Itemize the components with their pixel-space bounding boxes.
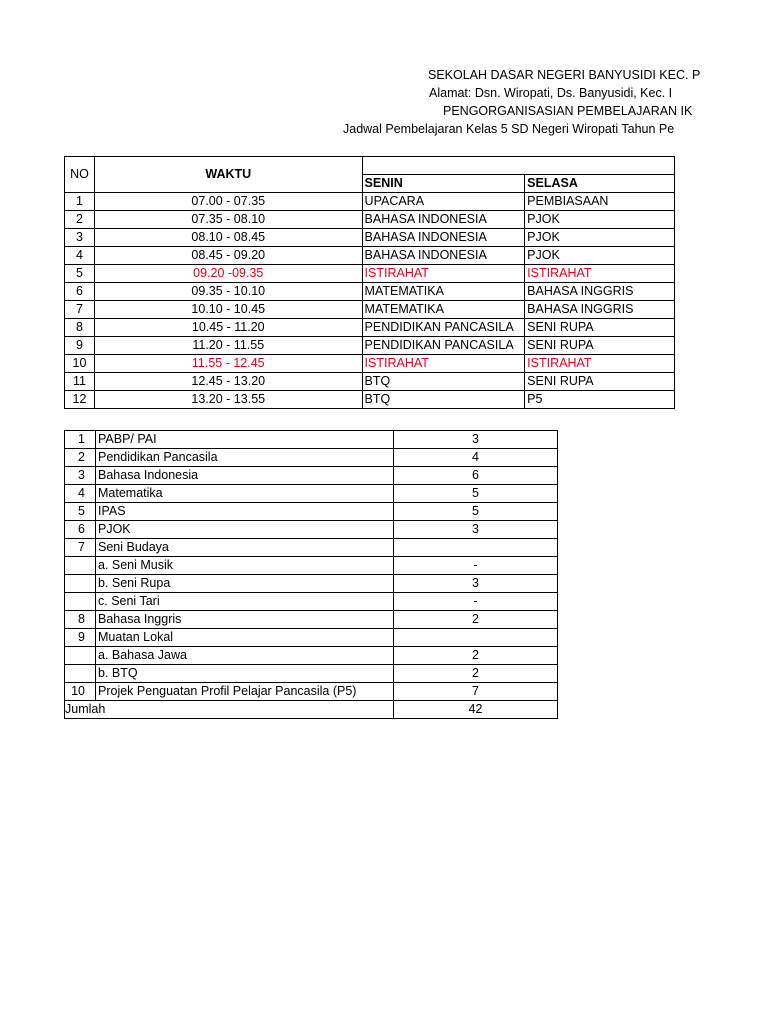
subject-name: Projek Penguatan Profil Pelajar Pancasila (P5) [96, 683, 394, 701]
schedule-no: 11 [65, 373, 95, 391]
col-no-header: NO [65, 157, 95, 193]
schedule-no: 1 [65, 193, 95, 211]
subject-hours: 3 [394, 431, 558, 449]
schedule-time: 11.20 - 11.55 [94, 337, 362, 355]
school-name: SEKOLAH DASAR NEGERI BANYUSIDI KEC. P [428, 68, 701, 82]
subject-name: c. Seni Tari [96, 593, 394, 611]
schedule-no: 6 [65, 283, 95, 301]
subject-hours: - [394, 557, 558, 575]
schedule-senin: BAHASA INDONESIA [362, 247, 525, 265]
schedule-senin: BAHASA INDONESIA [362, 211, 525, 229]
schedule-no: 5 [65, 265, 95, 283]
schedule-time: 08.45 - 09.20 [94, 247, 362, 265]
subject-name: Seni Budaya [96, 539, 394, 557]
schedule-header-row-1 [65, 157, 675, 175]
schedule-time: 11.55 - 12.45 [94, 355, 362, 373]
schedule-selasa: ISTIRAHAT [525, 355, 675, 373]
school-address: Alamat: Dsn. Wiropati, Ds. Banyusidi, Kec. I [429, 86, 673, 100]
schedule-table [64, 156, 675, 409]
schedule-time: 10.10 - 10.45 [94, 301, 362, 319]
schedule-time: 08.10 - 08.45 [94, 229, 362, 247]
schedule-no: 10 [65, 355, 95, 373]
subject-no: 6 [65, 521, 96, 539]
schedule-row [65, 355, 675, 373]
schedule-senin: UPACARA [362, 193, 525, 211]
schedule-row [65, 247, 675, 265]
schedule-senin: BAHASA INDONESIA [362, 229, 525, 247]
subject-hours [394, 629, 558, 647]
subject-no: 3 [65, 467, 96, 485]
subject-name: PJOK [96, 521, 394, 539]
schedule-time: 07.00 - 07.35 [94, 193, 362, 211]
subject-hours: - [394, 593, 558, 611]
schedule-senin: MATEMATIKA [362, 283, 525, 301]
subject-total-row [65, 701, 558, 719]
schedule-row [65, 373, 675, 391]
subject-row [65, 629, 558, 647]
subject-no: 2 [65, 449, 96, 467]
total-value: 42 [394, 701, 558, 719]
subject-no: 10 [65, 683, 96, 701]
subject-no: 1 [65, 431, 96, 449]
subject-hours: 2 [394, 665, 558, 683]
schedule-selasa: SENI RUPA [525, 319, 675, 337]
schedule-time: 12.45 - 13.20 [94, 373, 362, 391]
schedule-body [65, 157, 675, 409]
subject-hours [394, 539, 558, 557]
day-header-selasa: SELASA [525, 175, 675, 193]
subject-hours-table [64, 430, 558, 719]
subject-hours: 5 [394, 503, 558, 521]
subject-no [65, 647, 96, 665]
subject-row [65, 647, 558, 665]
schedule-selasa: SENI RUPA [525, 373, 675, 391]
schedule-time: 07.35 - 08.10 [94, 211, 362, 229]
schedule-selasa: BAHASA INGGRIS [525, 283, 675, 301]
subject-no: 5 [65, 503, 96, 521]
schedule-selasa: ISTIRAHAT [525, 265, 675, 283]
subject-row [65, 467, 558, 485]
subject-row [65, 611, 558, 629]
schedule-selasa: PJOK [525, 211, 675, 229]
subject-no [65, 575, 96, 593]
subject-row [65, 503, 558, 521]
schedule-no: 9 [65, 337, 95, 355]
schedule-row [65, 283, 675, 301]
schedule-senin: MATEMATIKA [362, 301, 525, 319]
schedule-selasa: PJOK [525, 229, 675, 247]
subject-row [65, 449, 558, 467]
days-header-blank [362, 157, 674, 175]
schedule-time: 09.20 -09.35 [94, 265, 362, 283]
schedule-senin: ISTIRAHAT [362, 265, 525, 283]
day-header-senin: SENIN [362, 175, 525, 193]
schedule-senin: BTQ [362, 373, 525, 391]
schedule-time: 13.20 - 13.55 [94, 391, 362, 409]
schedule-senin: BTQ [362, 391, 525, 409]
subject-hours: 2 [394, 611, 558, 629]
subject-row [65, 557, 558, 575]
subject-row [65, 683, 558, 701]
schedule-senin: ISTIRAHAT [362, 355, 525, 373]
subject-hours: 4 [394, 449, 558, 467]
subject-hours-body [65, 431, 558, 719]
schedule-time: 10.45 - 11.20 [94, 319, 362, 337]
col-waktu-header: WAKTU [94, 157, 362, 193]
subject-name: Bahasa Inggris [96, 611, 394, 629]
subject-hours: 7 [394, 683, 558, 701]
subject-row [65, 539, 558, 557]
subject-hours: 2 [394, 647, 558, 665]
schedule-no: 4 [65, 247, 95, 265]
schedule-row [65, 265, 675, 283]
subject-no [65, 593, 96, 611]
schedule-row [65, 229, 675, 247]
schedule-selasa: PJOK [525, 247, 675, 265]
schedule-senin: PENDIDIKAN PANCASILA [362, 319, 525, 337]
subject-name: a. Bahasa Jawa [96, 647, 394, 665]
document-title: PENGORGANISASIAN PEMBELAJARAN IK [443, 104, 693, 118]
schedule-no: 2 [65, 211, 95, 229]
subject-no: 9 [65, 629, 96, 647]
schedule-selasa: SENI RUPA [525, 337, 675, 355]
subject-name: b. Seni Rupa [96, 575, 394, 593]
schedule-title: Jadwal Pembelajaran Kelas 5 SD Negeri Wiropati Tahun Pe [343, 122, 675, 136]
schedule-row [65, 301, 675, 319]
subject-no: 8 [65, 611, 96, 629]
subject-no: 4 [65, 485, 96, 503]
subject-name: b. BTQ [96, 665, 394, 683]
subject-name: Matematika [96, 485, 394, 503]
schedule-no: 7 [65, 301, 95, 319]
schedule-no: 12 [65, 391, 95, 409]
total-label: Jumlah [65, 701, 394, 719]
schedule-row [65, 319, 675, 337]
schedule-row [65, 337, 675, 355]
schedule-row [65, 193, 675, 211]
subject-name: PABP/ PAI [96, 431, 394, 449]
subject-name: Bahasa Indonesia [96, 467, 394, 485]
subject-hours: 6 [394, 467, 558, 485]
subject-row [65, 575, 558, 593]
schedule-row [65, 391, 675, 409]
subject-row [65, 665, 558, 683]
schedule-no: 3 [65, 229, 95, 247]
subject-no [65, 557, 96, 575]
subject-row [65, 521, 558, 539]
subject-name: Pendidikan Pancasila [96, 449, 394, 467]
subject-hours: 3 [394, 521, 558, 539]
subject-no [65, 665, 96, 683]
schedule-senin: PENDIDIKAN PANCASILA [362, 337, 525, 355]
schedule-selasa: PEMBIASAAN [525, 193, 675, 211]
subject-hours: 3 [394, 575, 558, 593]
subject-name: Muatan Lokal [96, 629, 394, 647]
subject-name: a. Seni Musik [96, 557, 394, 575]
schedule-selasa: P5 [525, 391, 675, 409]
subject-row [65, 485, 558, 503]
subject-name: IPAS [96, 503, 394, 521]
subject-no: 7 [65, 539, 96, 557]
schedule-selasa: BAHASA INGGRIS [525, 301, 675, 319]
schedule-row [65, 211, 675, 229]
schedule-time: 09.35 - 10.10 [94, 283, 362, 301]
subject-row [65, 593, 558, 611]
schedule-no: 8 [65, 319, 95, 337]
subject-hours: 5 [394, 485, 558, 503]
subject-row [65, 431, 558, 449]
